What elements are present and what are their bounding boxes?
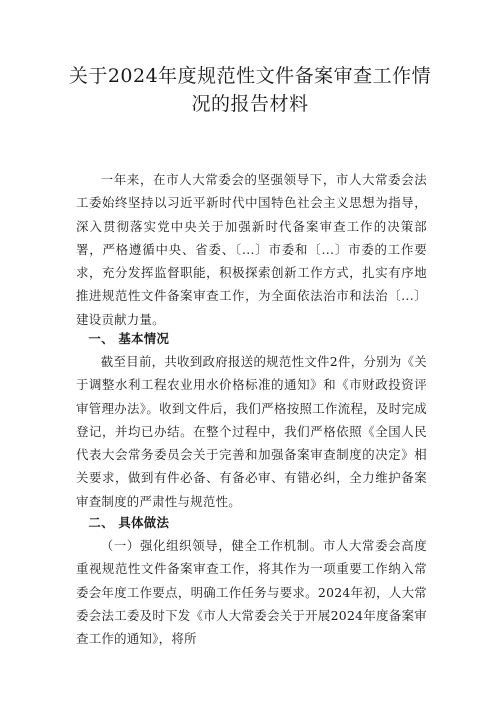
section-heading-basic-situation: 一、 基本情况	[88, 331, 170, 346]
document-title: 关于2024年度规范性文件备案审查工作情况的报告材料	[68, 65, 432, 115]
section-heading-specific-practices: 二、 具体做法	[88, 515, 170, 530]
specific-practices-paragraph: （一）强化组织领导，健全工作机制。市人大常委会高度重视规范性文件备案审查工作，将其作为一项重要工作纳入常委会年度工作要点，明确工作任务与要求。2024年初，人大常委会法工委及时下发《市人大常委会关于开展2024年度备案审查工作的通知》，将所	[76, 538, 427, 647]
intro-paragraph: 一年来，在市人大常委会的坚强领导下，市人大常委会法工委始终坚持以习近平新时代中国特色社会主义思想为指导，深入贯彻落实党中央关于加强新时代备案审查工作的决策部署，严格遵循中央、省委、〔...〕市委和〔...〕市委的工作要求，充分发挥监督职能，积极探索创新工作方式，扎实有序地推进规范性文件备案审查工作，为全面依法治市和法治〔...〕建设贡献力量。	[76, 172, 427, 327]
basic-situation-paragraph: 截至目前，共收到政府报送的规范性文件2件，分别为《关于调整水利工程农业用水价格标准的通知》和《市财政投资评审管理办法》。收到文件后，我们严格按照工作流程，及时完成登记，并均已办结。在整个过程中，我们严格依照《全国人民代表大会常务委员会关于完善和加强备案审查制度的决定》相关要求，做到有件必备、有备必审、有错必纠，全力维护备案审查制度的严肃性与规范性。	[76, 354, 427, 509]
